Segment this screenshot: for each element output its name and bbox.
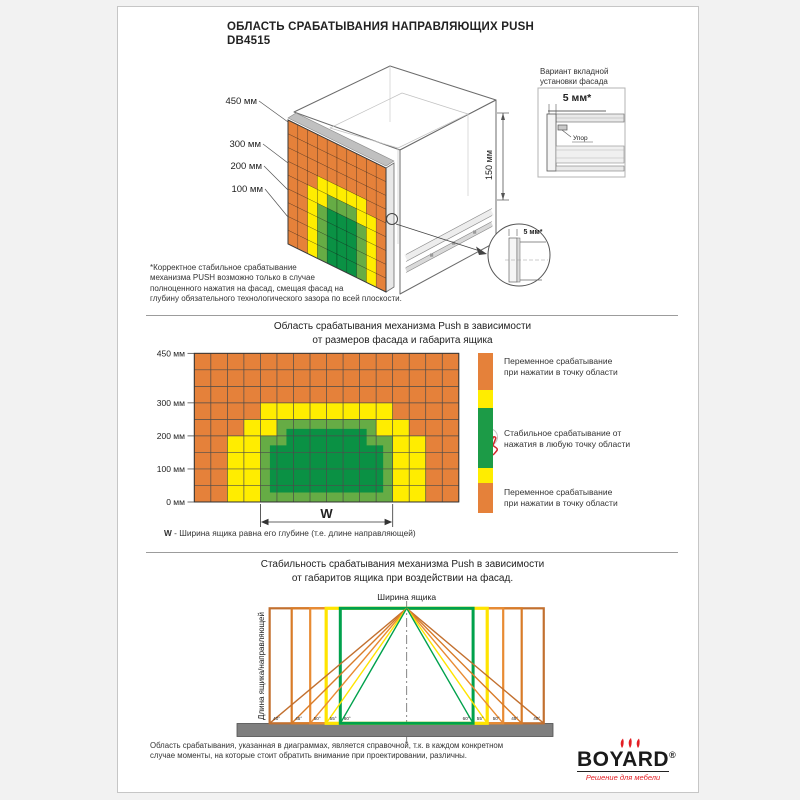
footer-line1: Область срабатывания, указанная в диаграммах, является справочной, т.к. в каждом конкретном xyxy=(150,741,504,750)
heatmap-axis-label: 0 мм xyxy=(166,497,185,507)
footnote-line: полноценного нажатия на фасад, смещая фасад на xyxy=(150,283,344,293)
legend-color-bar xyxy=(478,353,493,513)
heatmap-axis-label: 450 мм xyxy=(156,348,185,359)
heatmap-axis-label: 200 мм xyxy=(156,430,185,441)
inset-title-line1: Вариант вкладной xyxy=(540,67,609,76)
section3-title-line2: от габаритов ящика при воздействии на фасад. xyxy=(291,572,514,584)
angle-label: 40° xyxy=(533,715,541,721)
stop-label: Упор xyxy=(573,135,588,142)
footnote-line: механизма PUSH возможно только в случае xyxy=(150,273,315,283)
inset-title-line2: установки фасада xyxy=(540,76,608,86)
footnote-line: *Корректное стабильное срабатывание xyxy=(150,263,297,272)
logo-tagline: Решение для мебели xyxy=(577,771,669,782)
logo-wordmark: BOYARD® xyxy=(577,748,677,771)
legend-seg-green xyxy=(478,408,493,468)
angle-label: 50° xyxy=(313,715,321,721)
dim-150-label: 150 мм xyxy=(484,150,494,180)
section-divider xyxy=(146,315,678,316)
heatmap-axis-label: 100 мм xyxy=(156,463,185,474)
page-title xyxy=(227,20,534,48)
page-title-line2: DB4515 xyxy=(227,35,271,47)
footnote-line: глубину обязательного технологического зазора по всей плоскости. xyxy=(150,293,402,303)
facade-dim-label: 100 мм xyxy=(231,184,263,195)
section3-title-line1: Стабильность срабатывания механизма Push в зависимости xyxy=(260,559,545,570)
legend-label-top: Переменное срабатывание при нажатии в точку области xyxy=(504,356,618,377)
inset-dim-label: 5 мм* xyxy=(562,92,592,104)
w-caption: W - Ширина ящика равна его глубине (т.е. длине направляющей) xyxy=(164,528,416,538)
angle-label: 60° xyxy=(462,715,470,721)
legend-seg-orange xyxy=(478,483,493,513)
heatmap-axis-label: 300 мм xyxy=(156,397,185,408)
angle-label: 60° xyxy=(343,715,351,721)
detail-view xyxy=(488,224,550,286)
facade-dim-label: 450 мм xyxy=(225,96,257,107)
footer-note xyxy=(150,741,503,761)
diagram-side-label: Длина ящика/направляющей xyxy=(257,612,266,720)
footnote xyxy=(150,263,402,304)
diagram-top-label: Ширина ящика xyxy=(377,592,437,602)
section2-title xyxy=(150,320,655,347)
legend-seg-yellow xyxy=(478,468,493,483)
boyard-logo xyxy=(577,744,677,782)
angle-label: 45° xyxy=(511,715,519,721)
w-dimension xyxy=(260,504,392,527)
angle-label: 55° xyxy=(476,715,484,721)
section3-title xyxy=(150,558,655,585)
legend-seg-yellow xyxy=(478,390,493,408)
legend-label-middle: Стабильное срабатывание от нажатия в любую точку области xyxy=(504,428,631,449)
facade-dim-label: 200 мм xyxy=(230,161,262,172)
logo-flames-icon xyxy=(619,738,645,749)
section-divider xyxy=(146,552,678,553)
section2-title-line1: Область срабатывания механизма Push в зависимости xyxy=(273,321,532,332)
angle-label: 40° xyxy=(273,715,281,721)
page-title-line1: ОБЛАСТЬ СРАБАТЫВАНИЯ НАПРАВЛЯЮЩИХ PUSH xyxy=(227,21,534,33)
section2-title-line2: от размеров фасада и габарита ящика xyxy=(312,334,493,346)
stability-diagram xyxy=(237,601,553,744)
inset-title xyxy=(540,67,608,86)
activation-heatmap xyxy=(157,348,459,507)
w-label: W xyxy=(320,506,333,521)
legend-label-bottom: Переменное срабатывание при нажатии в точку области xyxy=(504,487,618,508)
legend-seg-orange xyxy=(478,353,493,390)
stop-element xyxy=(558,125,567,130)
facade-dimensions xyxy=(225,96,288,217)
angle-label: 50° xyxy=(492,715,500,721)
angle-label: 45° xyxy=(295,715,303,721)
angle-label: 55° xyxy=(329,715,337,721)
facade-dim-label: 300 мм xyxy=(229,139,261,150)
footer-line2: случае моменты, на которые стоит обратить внимание при проектировании, различны. xyxy=(150,751,467,760)
detail-dim-label: 5 мм* xyxy=(523,229,543,236)
